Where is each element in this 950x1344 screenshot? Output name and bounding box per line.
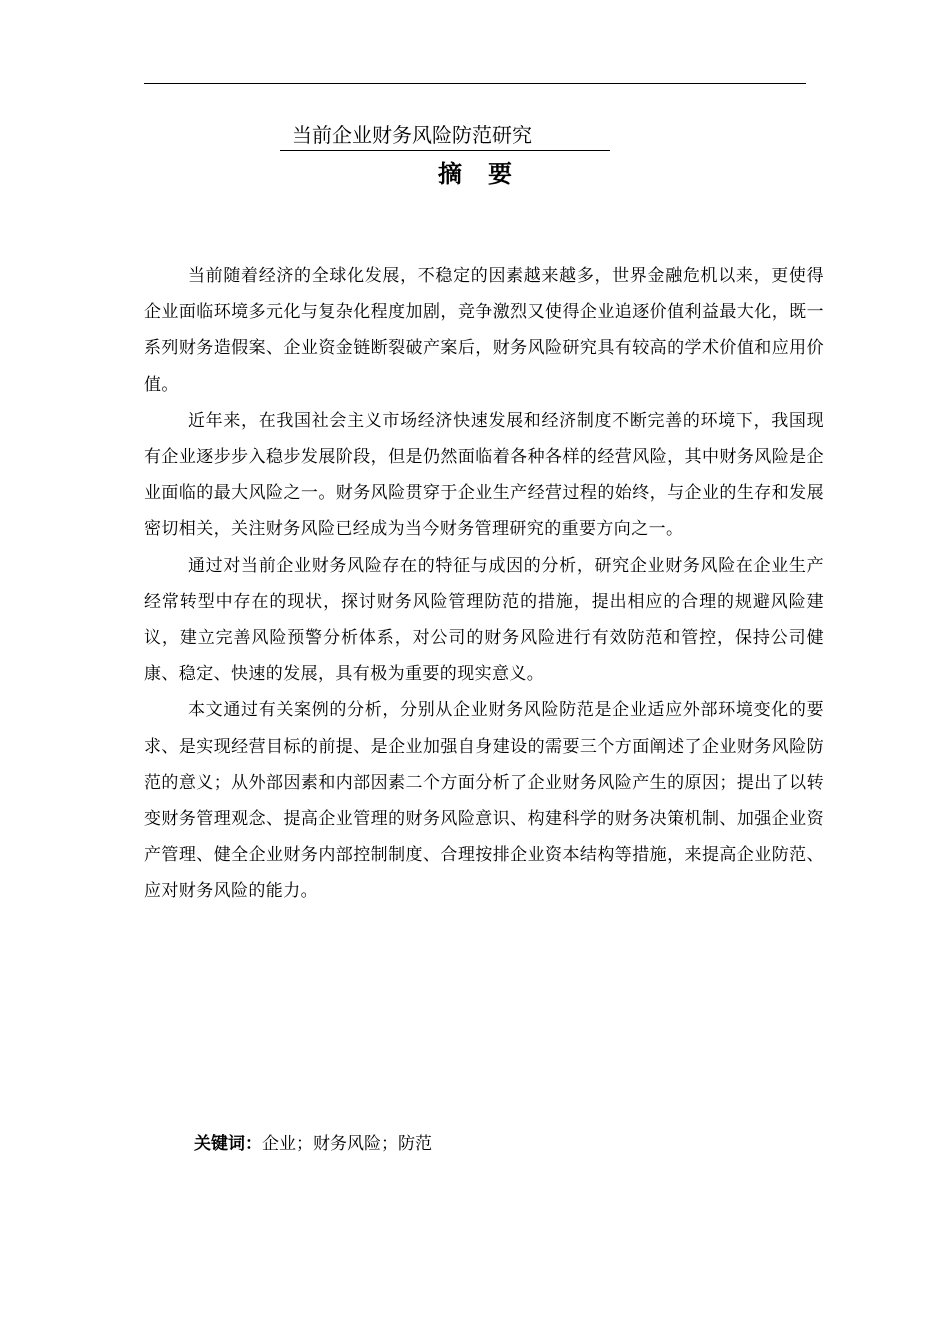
abstract-paragraph-4: 本文通过有关案例的分析，分别从企业财务风险防范是企业适应外部环境变化的要求、是实现经营目标的前提、是企业加强自身建设的需要三个方面阐述了企业财务风险防范的意义；从外部因素和内部因素二个方面分析了企业财务风险产生的原因；提出了以转变财务管理观念、提高企业管理的财务风险意识、构建科学的财务决策机制、加强企业资产管理、健全企业财务内部控制制度、合理按排企业资本结构等措施，来提高企业防范、应对财务风险的能力。 — [144, 700, 824, 902]
abstract-paragraph-2: 近年来，在我国社会主义市场经济快速发展和经济制度不断完善的环境下，我国现有企业逐步步入稳步发展阶段，但是仍然面临着各种各样的经营风险，其中财务风险是企业面临的最大风险之一。财务风险贯穿于企业生产经营过程的始终，与企业的生存和发展密切相关，关注财务风险已经成为当今财务管理研究的重要方向之一。 — [144, 410, 824, 540]
abstract-paragraph-1: 当前随着经济的全球化发展，不稳定的因素越来越多，世界金融危机以来，更使得企业面临环境多元化与复杂化程度加剧，竞争激烈又使得企业追逐价值利益最大化，既一系列财务造假案、企业资金链断裂破产案后，财务风险研究具有较高的学术价值和应用价值。 — [144, 266, 824, 395]
abstract-paragraph-3: 通过对当前企业财务风险存在的特征与成因的分析，研究企业财务风险在企业生产经常转型中存在的现状，探讨财务风险管理防范的措施，提出相应的合理的规避风险建议，建立完善风险预警分析体系，对公司的财务风险进行有效防范和管控，保持公司健康、稳定、快速的发展，具有极为重要的现实意义。 — [144, 555, 824, 685]
keywords-line — [194, 1128, 432, 1160]
title-underline — [280, 120, 610, 151]
abstract-heading: 摘要 — [438, 160, 538, 188]
document-title: 当前企业财务风险防范研究 — [292, 123, 532, 147]
keywords-label: 关键词： — [194, 1134, 262, 1154]
abstract-body — [144, 258, 824, 910]
keywords-value: 企业；财务风险；防范 — [262, 1134, 432, 1154]
header-rule — [144, 83, 806, 84]
